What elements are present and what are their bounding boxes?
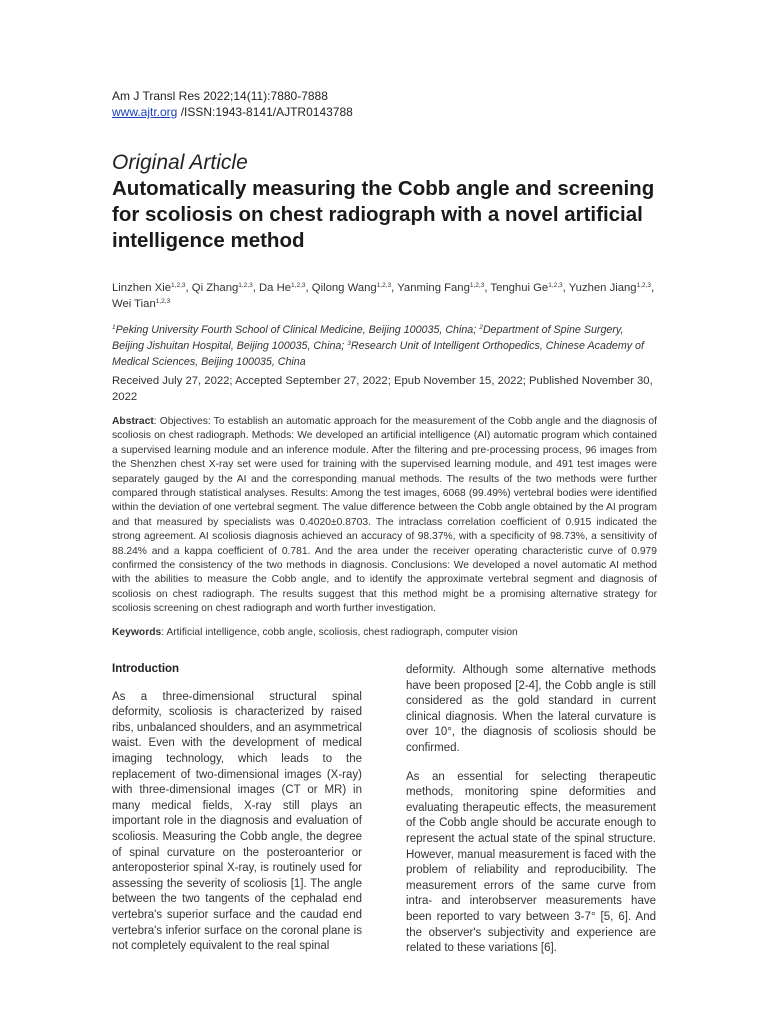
author-name: Linzhen Xie (112, 282, 172, 294)
affiliation-number: 3 (347, 340, 351, 347)
affiliation-text: Peking University Fourth School of Clinical Medicine, Beijing 100035, China; (115, 324, 480, 336)
journal-meta (112, 88, 353, 120)
body-column-left (112, 662, 362, 955)
author-name: Tenghui Ge (490, 282, 549, 294)
author (569, 282, 651, 294)
affiliations (112, 322, 657, 370)
author (192, 282, 253, 294)
section-heading-introduction: Introduction (112, 663, 180, 675)
author-affiliation-marker: 1,2,3 (469, 282, 485, 289)
body-column-right (406, 663, 656, 957)
author-affiliation-marker: 1,2,3 (238, 282, 253, 289)
affiliation-number: 1 (112, 324, 116, 331)
keywords-label: Keywords (112, 627, 162, 638)
author (397, 282, 484, 294)
journal-link[interactable]: www.ajtr.org (112, 105, 178, 119)
author-name: Da He (259, 282, 292, 294)
author-list: Linzhen Xie$^{1,2,3}$, Qi Zhang$^{1,2,3}$, Da He$^{1,2,3}$, Qilong Wang$^{1,2,3}$, Yanming Fang$^{1,2,3}$, Tenghui Ge$^{1,2,3}$, Yuzhen Jiang$^{1,2,3}$, Wei Tian$^{1,2,3}$ (112, 282, 655, 310)
paragraph: As an essential for selecting therapeutic methods, monitoring spine deformities and evaluating therapeutic effects, the measurement of the Cobb angle should be accurate enough to represent the actual state of the spinal structure. However, manual measurement is faced with the problem of reliability and reproducibility. The measurement errors of the same curve from intra- and interobserver measurements have been reported to vary between 3-7° [5, 6]. And the observer's subjectivity and experience are related to these variations [6]. (406, 770, 656, 955)
paragraph: deformity. Although some alternative methods have been proposed [2-4], the Cobb angle is still considered as the gold standard in current clinical diagnosis. When the lateral curvature is over 10°, the diagnosis of scoliosis should be confirmed. (406, 664, 656, 754)
affiliation-number: 2 (479, 324, 483, 331)
url-line (112, 104, 353, 120)
author-affiliation-marker: 1,2,3 (636, 282, 652, 289)
affiliation-text: Department of Spine Surgery, Beijing Jishuitan Hospital, Beijing 100035, China; (112, 324, 624, 352)
keywords-text: : Artificial intelligence, cobb angle, scoliosis, chest radiograph, computer vision (161, 627, 518, 638)
author-affiliation-marker: 1,2,3 (548, 282, 563, 289)
author-name: Qi Zhang (191, 282, 239, 294)
author (112, 282, 186, 294)
author (259, 282, 306, 294)
author-name: Yanming Fang (397, 282, 470, 294)
author-name: Yuzhen Jiang (568, 282, 637, 294)
abstract-text: : Objectives: To establish an automatic approach for the measurement of the Cobb angle and the diagnosis of scoliosis on chest radiograph. Methods: We developed an artificial intelligence (AI) automatic program which contained a supervised learning module and an inference module. After the filtering and pre-processing process, 96 images from the Shenzhen chest X-ray set were used for training with the supervised learning module, and 491 test images were separately gauged by the AI and the corresponding manual methods. The results of the two methods were further compared through statistical analyses. Results: Among the test images, 6068 (99.49%) vertebral bodies were identified within the deviation of one vertebral segment. The value difference between the Cobb angle obtained by the AI program and that measured by specialists was 0.4020±0.8703. The intraclass correlation coefficient of 0.915 indicated the strong agreement. AI scoliosis diagnosis achieved an accuracy of 98.37%, with a specificity of 98.73%, a sensitivity of 88.24% and a kappa coefficient of 0.781. And the area under the receiver operating characteristic curve of 0.979 confirmed the consistency of the two methods in diagnosis. Conclusions: We developed a novel automatic AI method with the abilities to measure the Cobb angle, and to identify the approximate vertebral segment and diagnosis of scoliosis on chest radiograph. The results suggest that this method might be a promising alternative strategy for scoliosis screening on chest radiograph and worth further investigation. (112, 416, 657, 615)
author-affiliation-marker: 1,2,3 (171, 282, 186, 289)
keywords (112, 626, 657, 640)
issn-text: /ISSN:1943-8141/AJTR0143788 (177, 105, 353, 119)
citation-line: Am J Transl Res 2022;14(11):7880-7888 (112, 89, 328, 103)
abstract (112, 415, 657, 617)
author-affiliation-marker: 1,2,3 (376, 282, 392, 289)
author-affiliation-marker: 1,2,3 (291, 282, 306, 289)
author-name: Qilong Wang (311, 282, 377, 294)
abstract-label: Abstract (112, 416, 154, 427)
author (112, 298, 170, 310)
author-affiliation-marker: 1,2,3 (155, 298, 171, 305)
affiliation-text: Research Unit of Intelligent Orthopedics, Chinese Academy of Medical Sciences, Beijing 100035, China (112, 340, 644, 368)
article-type: Original Article (112, 151, 248, 174)
article-title: Automatically measuring the Cobb angle and screening for scoliosis on chest radiograph with a novel artificial intelligence method (112, 177, 655, 252)
author (312, 282, 391, 294)
publication-dates: Received July 27, 2022; Accepted September 27, 2022; Epub November 15, 2022; Published November 30, 2022 (112, 375, 653, 403)
author-name: Wei Tian (112, 298, 156, 310)
paragraph: As a three-dimensional structural spinal deformity, scoliosis is characterized by raised ribs, unbalanced shoulders, and an asymmetrical waist. Even with the development of medical imaging technology, which leads to the replacement of two-dimensional images (X-ray) with three-dimensional images (CT or MR) in many medical fields, X-ray still plays an important role in the diagnosis and evaluation of scoliosis. Measuring the Cobb angle, the degree of spinal curvature on the posteroanterior or anteroposterior spinal X-ray, is routinely used for assessing the severity of scoliosis [1]. The angle between the two tangents of the cephalad end vertebra's superior surface and the caudad end vertebra's inferior surface on the coronal plane is not completely equivalent to the real spinal (112, 690, 362, 953)
author (490, 282, 562, 294)
